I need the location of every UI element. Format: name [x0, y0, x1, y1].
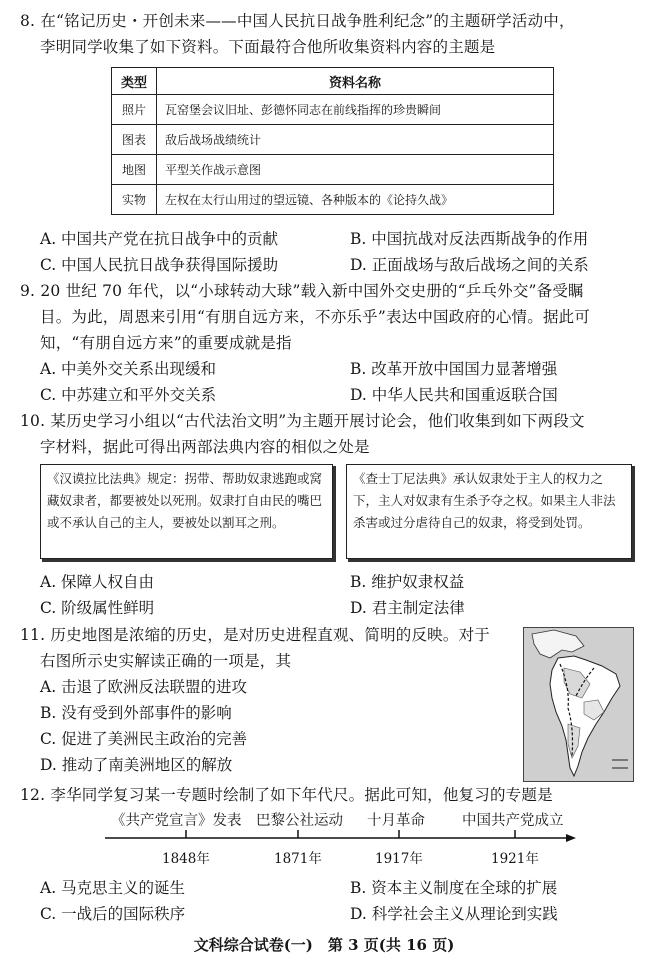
q8-stem-line1: 8. 在“铭记历史・开创未来——中国人民抗日战争胜利纪念”的主题研学活动中， [20, 12, 575, 30]
table-cell-name: 敌后战场战绩统计 [157, 125, 554, 155]
q12-stem-line1: 12. 李华同学复习某一专题时绘制了如下年代尺。据此可知，他复习的专题是 [20, 786, 553, 804]
timeline-year: 1917年 [375, 851, 423, 867]
q10-material-hammurabi: 《汉谟拉比法典》规定：拐带、帮助奴隶逃跑或窝藏奴隶者，都要被处以死刑。奴隶打自由民的嘴巴或不承认自己的主人，要被处以割耳之刑。 [40, 464, 333, 559]
q9-option-c[interactable]: C. 中苏建立和平外交关系 [40, 386, 217, 404]
q8-option-d[interactable]: D. 正面战场与敌后战场之间的关系 [350, 256, 589, 274]
table-header-name: 资料名称 [157, 68, 554, 95]
q9-option-d[interactable]: D. 中华人民共和国重返联合国 [350, 386, 558, 404]
table-cell-name: 瓦窑堡会议旧址、彭德怀同志在前线指挥的珍贵瞬间 [157, 95, 554, 125]
table-header-type: 类型 [112, 68, 157, 95]
table-cell-type: 图表 [112, 125, 157, 155]
q10-option-b[interactable]: B. 维护奴隶权益 [350, 573, 465, 591]
q8-stem-line2: 李明同学收集了如下资料。下面最符合他所收集资料内容的主题是 [40, 38, 496, 56]
q9-stem-line2: 目。为此，周恩来引用“有朋自远方来，不亦乐乎”表达中国政府的心情。据此可 [40, 308, 591, 326]
q11-stem-line2: 右图所示史实解读正确的一项是，其 [40, 652, 292, 670]
q10-option-c[interactable]: C. 阶级属性鲜明 [40, 599, 155, 617]
table-cell-type: 地图 [112, 155, 157, 185]
q8-resource-table [111, 67, 554, 215]
q10-material-justinian: 《查士丁尼法典》承认奴隶处于主人的权力之下，主人对奴隶有生杀予夺之权。如果主人非法杀害或过分虐待自己的奴隶，将受到处罚。 [346, 464, 632, 559]
q8-option-b[interactable]: B. 中国抗战对反法西斯战争的作用 [350, 230, 589, 248]
q11-option-b[interactable]: B. 没有受到外部事件的影响 [40, 704, 232, 722]
q12-option-c[interactable]: C. 一战后的国际秩序 [40, 905, 186, 923]
q9-option-a[interactable]: A. 中美外交关系出现缓和 [40, 360, 217, 378]
q10-option-d[interactable]: D. 君主制定法律 [350, 599, 465, 617]
table-row [112, 125, 554, 155]
q12-timeline [0, 808, 648, 872]
map-graphic [524, 628, 633, 781]
page-footer: 文科综合试卷(一) 第 3 页(共 16 页) [193, 936, 455, 954]
q10-stem-line2: 字材料，据此可得出两部法典内容的相似之处是 [40, 438, 370, 456]
timeline-event: 中国共产党成立 [462, 813, 564, 829]
q8-option-c[interactable]: C. 中国人民抗日战争获得国际援助 [40, 256, 279, 274]
table-row [112, 155, 554, 185]
timeline-year: 1921年 [491, 851, 539, 867]
q8-option-a[interactable]: A. 中国共产党在抗日战争中的贡献 [40, 230, 279, 248]
q10-stem-line1: 10. 某历史学习小组以“古代法治文明”为主题开展讨论会，他们收集到如下两段文 [20, 412, 585, 430]
q10-option-a[interactable]: A. 保障人权自由 [40, 573, 155, 591]
q11-stem-line1: 11. 历史地图是浓缩的历史，是对历史进程直观、简明的反映。对于 [20, 626, 490, 644]
table-cell-type: 照片 [112, 95, 157, 125]
timeline-event: 十月革命 [367, 813, 425, 829]
timeline-year: 1871年 [274, 851, 322, 867]
q9-option-b[interactable]: B. 改革开放中国国力显著增强 [350, 360, 558, 378]
q11-option-a[interactable]: A. 击退了欧洲反法联盟的进攻 [40, 678, 248, 696]
q11-option-c[interactable]: C. 促进了美洲民主政治的完善 [40, 730, 248, 748]
q9-stem-line1: 9. 20 世纪 70 年代，以“小球转动大球”载入新中国外交史册的“乒乓外交”备受瞩 [20, 282, 584, 300]
q9-stem-line3: 知，“有朋自远方来”的重要成就是指 [40, 334, 292, 352]
table-cell-name: 平型关作战示意图 [157, 155, 554, 185]
table-header-row [112, 68, 554, 95]
south-america-map [523, 627, 634, 782]
timeline-year: 1848年 [162, 851, 210, 867]
table-row [112, 185, 554, 215]
table-cell-name: 左权在太行山用过的望远镜、各种版本的《论持久战》 [157, 185, 554, 215]
q12-option-a[interactable]: A. 马克思主义的诞生 [40, 879, 186, 897]
table-row [112, 95, 554, 125]
q12-option-b[interactable]: B. 资本主义制度在全球的扩展 [350, 879, 558, 897]
timeline-event: 巴黎公社运动 [256, 813, 343, 829]
timeline-event: 《共产党宣言》发表 [111, 813, 242, 829]
q11-option-d[interactable]: D. 推动了南美洲地区的解放 [40, 756, 233, 774]
q12-option-d[interactable]: D. 科学社会主义从理论到实践 [350, 905, 558, 923]
table-cell-type: 实物 [112, 185, 157, 215]
timeline-axis [0, 808, 648, 872]
